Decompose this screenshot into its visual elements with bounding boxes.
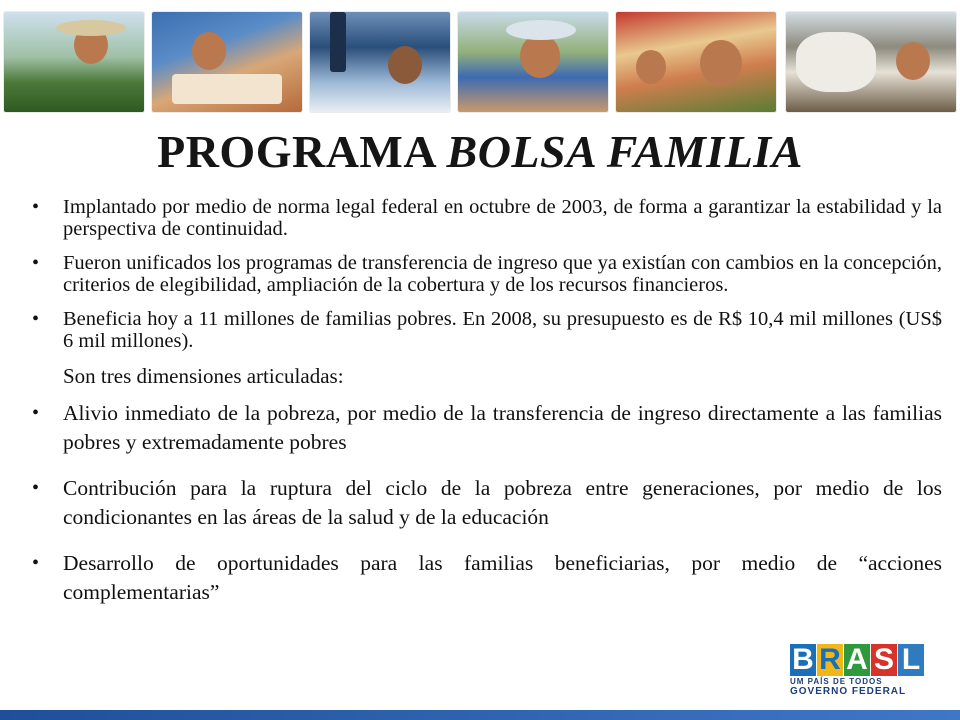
logo-tagline: UM PAÍS DE TODOS xyxy=(790,677,883,686)
logo-government: GOVERNO FEDERAL xyxy=(790,686,907,697)
bullet-text: Fueron unificados los programas de transferencia de ingreso que ya existían con cambios en la concepción, criterios de elegibilidad, ampliación de la cobertura y de los recursos financieros. xyxy=(63,252,942,296)
logo-letter: A xyxy=(844,644,870,676)
bottom-strip xyxy=(0,710,960,720)
dimension-text: Desarrollo de oportunidades para las familias beneficiarias, por medio de “acciones complementarias” xyxy=(63,551,942,604)
bullet-item xyxy=(30,196,942,240)
photo-classroom-children xyxy=(616,12,776,112)
bullet-item xyxy=(30,252,942,296)
logo-letters xyxy=(790,644,926,676)
bullet-symbol: • xyxy=(32,308,40,330)
title-text: PROGRAMA xyxy=(157,126,447,177)
photo-figure xyxy=(192,32,226,70)
photo-figure xyxy=(330,12,346,72)
photo-water-tap xyxy=(310,12,450,112)
logo-letter: B xyxy=(790,644,816,676)
title-italic: BOLSA FAMILIA xyxy=(446,126,803,177)
bullet-symbol: • xyxy=(32,477,40,499)
photo-figure xyxy=(636,50,666,84)
photo-figure xyxy=(520,34,560,78)
dimension-item xyxy=(30,399,942,457)
photo-figure xyxy=(506,20,576,40)
logo-letter: S xyxy=(871,644,897,676)
dimension-item xyxy=(30,549,942,607)
bullet-symbol: • xyxy=(32,402,40,424)
dimension-item xyxy=(30,474,942,532)
slide-title xyxy=(0,120,960,184)
photo-figure xyxy=(796,32,876,92)
photo-banner xyxy=(0,0,960,118)
photo-figure xyxy=(56,20,126,36)
bullet-text: Beneficia hoy a 11 millones de familias pobres. En 2008, su presupuesto es de R$ 10,4 mil millones (US$ 6 mil millones). xyxy=(63,308,942,352)
photo-figure xyxy=(172,74,282,104)
bullet-item xyxy=(30,308,942,352)
bullet-symbol: • xyxy=(32,252,40,274)
photo-figure xyxy=(388,46,422,84)
logo-letter: R xyxy=(817,644,843,676)
photo-figure xyxy=(700,40,742,86)
photo-woman-field xyxy=(458,12,608,112)
dimension-text: Contribución para la ruptura del ciclo de la pobreza entre generaciones, por medio de los condicionantes en las áreas de la salud y de la educación xyxy=(63,476,942,529)
dimensions-intro: Son tres dimensiones articuladas: xyxy=(63,364,344,388)
dimension-text: Alivio inmediato de la pobreza, por medio de la transferencia de ingreso directamente a las familias pobres y extremadamente pobres xyxy=(63,401,942,454)
bullet-text: Implantado por medio de norma legal federal en octubre de 2003, de forma a garantizar la estabilidad y la perspectiva de continuidad. xyxy=(63,196,942,240)
photo-farmer-cow xyxy=(786,12,956,112)
photo-farmer-pineapple xyxy=(4,12,144,112)
photo-children-reading xyxy=(152,12,302,112)
bullet-symbol: • xyxy=(32,552,40,574)
logo-letter: L xyxy=(898,644,924,676)
photo-figure xyxy=(896,42,930,80)
bullet-symbol: • xyxy=(32,196,40,218)
slide-content xyxy=(30,196,942,607)
brasil-logo xyxy=(790,644,926,704)
